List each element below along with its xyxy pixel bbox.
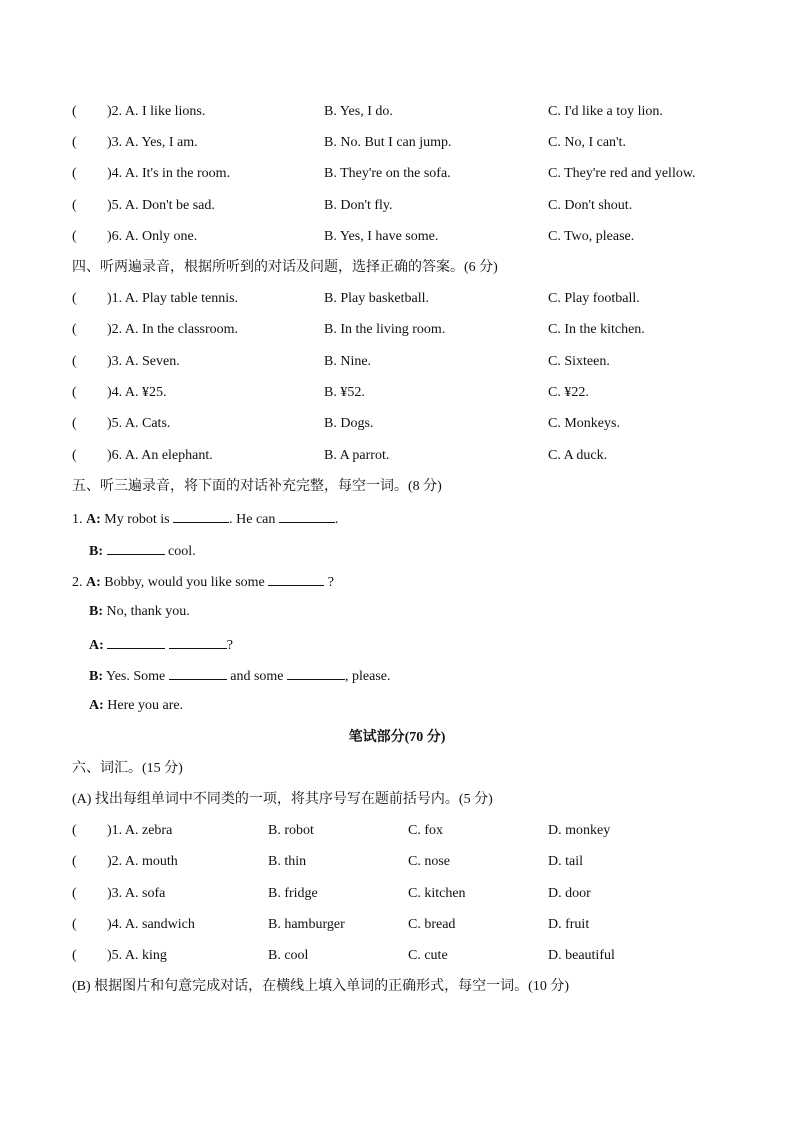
question-option-d: D. fruit xyxy=(548,917,590,932)
dialogue-text: Yes. Some xyxy=(105,669,166,684)
answer-bracket: ( xyxy=(72,854,77,869)
question-option-c: C. A duck. xyxy=(548,448,608,463)
question-option-a: )3. A. Seven. xyxy=(107,354,180,369)
question-option-b: B. ¥52. xyxy=(324,385,365,400)
section-4-heading: 四、听两遍录音，根据所听到的对话及问题，选择正确的答案。(6 分) xyxy=(72,260,498,275)
fill-blank[interactable] xyxy=(107,540,165,555)
speaker-a: A: xyxy=(86,512,101,527)
fill-blank[interactable] xyxy=(107,634,165,649)
dialogue-text: No, thank you. xyxy=(106,604,190,619)
section-heading xyxy=(0,759,794,779)
answer-bracket: ( xyxy=(72,166,77,181)
question-option-b: B. Don't fly. xyxy=(324,198,393,213)
question-row xyxy=(0,133,794,153)
dialogue-text: My robot is xyxy=(104,512,170,527)
answer-bracket: ( xyxy=(72,385,77,400)
question-option-d: D. door xyxy=(548,886,591,901)
answer-bracket: ( xyxy=(72,291,77,306)
part-a-instruction: (A) 找出每组单词中不同类的一项，将其序号写在题前括号内。(5 分) xyxy=(72,792,493,807)
dialogue-line xyxy=(0,665,794,685)
section-5-heading: 五、听三遍录音，将下面的对话补充完整，每空一词。(8 分) xyxy=(72,479,442,494)
question-option-b: B. In the living room. xyxy=(324,322,446,337)
question-option-c: C. bread xyxy=(408,917,456,932)
question-option-a: )2. A. I like lions. xyxy=(107,104,206,119)
dialogue-line xyxy=(0,696,794,716)
question-option-a: )2. A. In the classroom. xyxy=(107,322,239,337)
question-option-a: )5. A. Don't be sad. xyxy=(107,198,215,213)
question-option-a: )6. A. Only one. xyxy=(107,229,198,244)
dialogue-line xyxy=(0,540,794,560)
dialogue-text: ? xyxy=(327,575,334,590)
question-option-b: B. fridge xyxy=(268,886,318,901)
question-option-a: )1. A. zebra xyxy=(107,823,173,838)
dialogue-text: . He can xyxy=(229,512,276,527)
question-option-c: C. Sixteen. xyxy=(548,354,610,369)
dialogue-line xyxy=(0,508,794,528)
fill-blank[interactable] xyxy=(268,571,324,586)
question-row xyxy=(0,227,794,247)
fill-blank[interactable] xyxy=(173,508,229,523)
question-option-a: )3. A. sofa xyxy=(107,886,166,901)
dialogue-line xyxy=(0,571,794,591)
dialogue-text: , please. xyxy=(345,669,391,684)
question-option-d: D. tail xyxy=(548,854,583,869)
question-option-b: B. A parrot. xyxy=(324,448,390,463)
answer-bracket: ( xyxy=(72,948,77,963)
written-part-title: 笔试部分(70 分) xyxy=(348,730,446,745)
question-option-c: C. nose xyxy=(408,854,450,869)
speaker-a: A: xyxy=(89,638,104,653)
question-option-b: B. robot xyxy=(268,823,314,838)
question-row xyxy=(0,102,794,122)
question-row xyxy=(0,821,794,841)
question-row xyxy=(0,164,794,184)
question-option-a: )6. A. An elephant. xyxy=(107,448,213,463)
question-option-a: )5. A. king xyxy=(107,948,167,963)
question-option-c: C. cute xyxy=(408,948,448,963)
section-heading xyxy=(0,977,794,997)
answer-bracket: ( xyxy=(72,448,77,463)
fill-blank[interactable] xyxy=(287,665,345,680)
dialogue-number: 2. xyxy=(72,575,83,590)
question-row xyxy=(0,884,794,904)
question-option-c: C. No, I can't. xyxy=(548,135,626,150)
question-option-a: )2. A. mouth xyxy=(107,854,178,869)
question-row xyxy=(0,946,794,966)
answer-bracket: ( xyxy=(72,198,77,213)
section-heading xyxy=(0,258,794,278)
section-heading xyxy=(0,477,794,497)
question-option-b: B. hamburger xyxy=(268,917,345,932)
question-row xyxy=(0,352,794,372)
dialogue-text: . xyxy=(334,512,339,527)
dialogue-line xyxy=(0,634,794,654)
dialogue-line xyxy=(0,602,794,622)
question-option-c: C. I'd like a toy lion. xyxy=(548,104,663,119)
dialogue-text: cool. xyxy=(168,544,196,559)
question-row xyxy=(0,196,794,216)
question-row xyxy=(0,915,794,935)
dialogue-text: and some xyxy=(230,669,284,684)
question-row xyxy=(0,320,794,340)
question-row xyxy=(0,289,794,309)
question-option-b: B. Yes, I do. xyxy=(324,104,393,119)
answer-bracket: ( xyxy=(72,823,77,838)
dialogue-number: 1. xyxy=(72,512,83,527)
section-6-heading: 六、词汇。(15 分) xyxy=(72,761,183,776)
answer-bracket: ( xyxy=(72,135,77,150)
answer-bracket: ( xyxy=(72,322,77,337)
speaker-b: B: xyxy=(89,544,103,559)
question-option-c: C. They're red and yellow. xyxy=(548,166,696,181)
speaker-b: B: xyxy=(89,604,103,619)
answer-bracket: ( xyxy=(72,354,77,369)
question-option-b: B. Play basketball. xyxy=(324,291,429,306)
question-option-c: C. ¥22. xyxy=(548,385,589,400)
question-option-b: B. Nine. xyxy=(324,354,372,369)
question-option-c: C. kitchen xyxy=(408,886,466,901)
question-option-c: C. Two, please. xyxy=(548,229,635,244)
question-option-a: )3. A. Yes, I am. xyxy=(107,135,198,150)
dialogue-text: Bobby, would you like some xyxy=(104,575,265,590)
answer-bracket: ( xyxy=(72,416,77,431)
section-heading xyxy=(0,790,794,810)
question-option-c: C. fox xyxy=(408,823,443,838)
answer-bracket: ( xyxy=(72,886,77,901)
question-option-a: )5. A. Cats. xyxy=(107,416,171,431)
question-option-c: C. Don't shout. xyxy=(548,198,633,213)
title-row xyxy=(0,728,794,748)
fill-blank[interactable] xyxy=(279,508,335,523)
part-b-instruction: (B) 根据图片和句意完成对话，在横线上填入单词的正确形式，每空一词。(10 分) xyxy=(72,979,569,994)
fill-blank[interactable] xyxy=(169,634,227,649)
speaker-b: B: xyxy=(89,669,103,684)
dialogue-text: Here you are. xyxy=(107,698,184,713)
speaker-a: A: xyxy=(89,698,104,713)
question-option-d: D. beautiful xyxy=(548,948,615,963)
question-option-a: )1. A. Play table tennis. xyxy=(107,291,239,306)
question-option-a: )4. A. ¥25. xyxy=(107,385,167,400)
question-option-a: )4. A. sandwich xyxy=(107,917,195,932)
answer-bracket: ( xyxy=(72,917,77,932)
question-row xyxy=(0,383,794,403)
question-option-b: B. Dogs. xyxy=(324,416,374,431)
dialogue-text: ? xyxy=(226,638,233,653)
question-option-d: D. monkey xyxy=(548,823,611,838)
question-option-c: C. Play football. xyxy=(548,291,640,306)
question-option-c: C. Monkeys. xyxy=(548,416,620,431)
answer-bracket: ( xyxy=(72,104,77,119)
question-option-b: B. No. But I can jump. xyxy=(324,135,452,150)
answer-bracket: ( xyxy=(72,229,77,244)
question-option-a: )4. A. It's in the room. xyxy=(107,166,231,181)
speaker-a: A: xyxy=(86,575,101,590)
question-option-b: B. They're on the sofa. xyxy=(324,166,451,181)
question-row xyxy=(0,852,794,872)
question-option-b: B. Yes, I have some. xyxy=(324,229,439,244)
question-option-b: B. thin xyxy=(268,854,307,869)
fill-blank[interactable] xyxy=(169,665,227,680)
question-row xyxy=(0,446,794,466)
question-option-c: C. In the kitchen. xyxy=(548,322,645,337)
question-row xyxy=(0,414,794,434)
question-option-b: B. cool xyxy=(268,948,309,963)
